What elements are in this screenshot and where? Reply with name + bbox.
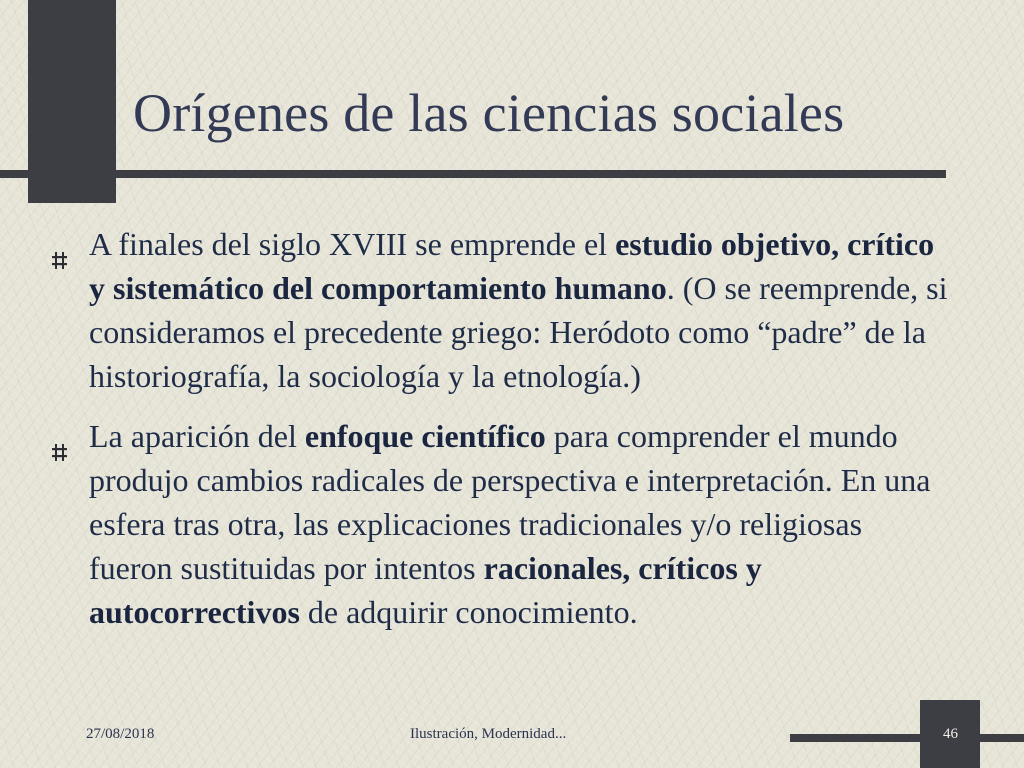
bullet-text-1-bold: estudio objetivo, crítico y sistemático del comportamiento humano xyxy=(89,226,935,306)
bullet-item-1 xyxy=(50,222,950,398)
footer-decoration-bar xyxy=(790,734,1024,742)
footer-date: 27/08/2018 xyxy=(86,726,155,742)
slide-number: 46 xyxy=(943,726,958,742)
bullet-text-2-part-3: para comprender el mundo produjo cambios radicales de perspectiva e interpretación. En una esfera tras otra, las explicaciones tradicionales y/o religiosas fueron sustituidas por intentos xyxy=(89,418,931,586)
footer-title: Ilustración, Modernidad... xyxy=(410,726,567,742)
title-underline-bar xyxy=(0,170,946,178)
bullet-text-1-part-1: A finales del siglo XVIII se emprende el xyxy=(89,226,616,262)
slide-title: Orígenes de las ciencias sociales xyxy=(133,83,845,143)
bullet-text-2-part-5: de adquirir conocimiento. xyxy=(299,594,638,630)
hash-bullet-icon xyxy=(52,428,67,445)
bullet-list xyxy=(50,222,950,650)
bullet-text-1-part-3: . (O se reemprende, si consideramos el precedente griego: Heródoto como “padre” de la historiografía, la sociología y la etnología.) xyxy=(89,270,948,394)
bullet-text-2-part-1: La aparición del xyxy=(89,418,305,454)
hash-bullet-icon xyxy=(52,236,67,253)
bullet-text-2-bold-1: enfoque científico xyxy=(304,418,546,454)
bullet-text-2-bold-2: racionales, críticos y autocorrectivos xyxy=(89,550,762,630)
bullet-item-2 xyxy=(50,414,950,634)
